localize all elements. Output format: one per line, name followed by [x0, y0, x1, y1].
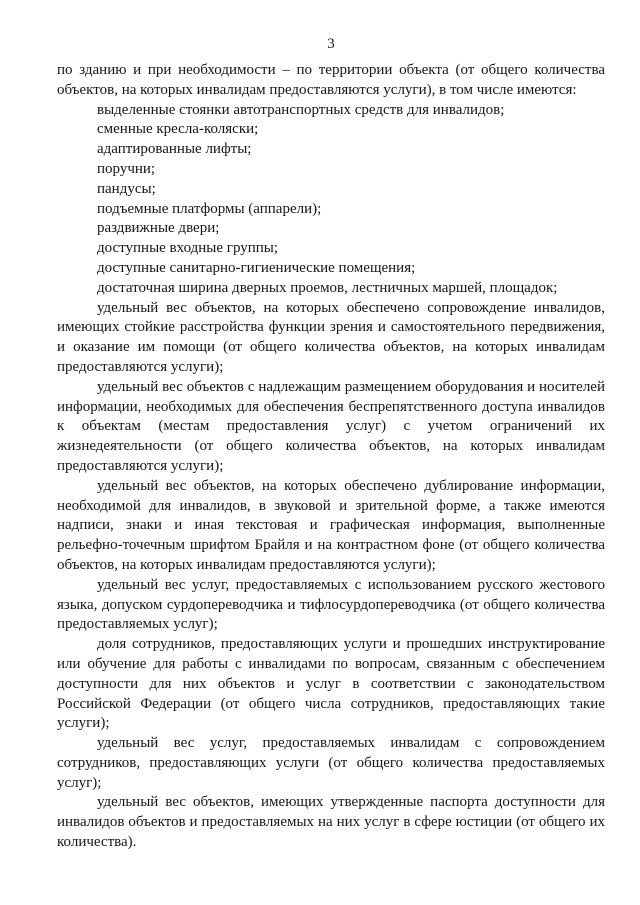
- list-item: адаптированные лифты;: [97, 141, 252, 158]
- list-item: поручни;: [97, 160, 156, 177]
- list-item: доступные санитарно-гигиенические помещения;: [97, 259, 416, 276]
- paragraph: удельный вес объектов с надлежащим размещением оборудования и носителей информации, необходимых для обеспечения беспрепятственного доступа инвалидов к объектам (местам предоставления услуг) с учетом ограничений их жизнедеятельности (от общего количества объектов, на которых инвалидам предоставляются услуги);: [57, 378, 605, 474]
- document-text-body: [57, 61, 605, 853]
- list-item: доступные входные группы;: [97, 240, 279, 257]
- paragraph: по зданию и при необходимости – по территории объекта (от общего количества объектов, на которых инвалидам предоставляются услуги), в том числе имеются:: [57, 62, 605, 98]
- list-item: пандусы;: [97, 180, 156, 197]
- list-item: подъемные платформы (аппарели);: [97, 200, 322, 217]
- list-item: раздвижные двери;: [97, 220, 220, 237]
- list-item: сменные кресла-коляски;: [97, 121, 259, 138]
- paragraph: удельный вес объектов, на которых обеспечено сопровождение инвалидов, имеющих стойкие расстройства функции зрения и самостоятельного передвижения, и оказание им помощи (от общего количества объектов, на которых инвалидам предоставляются услуги);: [57, 299, 605, 375]
- page-number: 3: [327, 36, 335, 52]
- paragraph: удельный вес объектов, имеющих утвержденные паспорта доступности для инвалидов объектов и предоставляемых на них услуг в сфере юстиции (от общего их количества).: [57, 794, 605, 851]
- list-item: выделенные стоянки автотранспортных средств для инвалидов;: [97, 101, 505, 118]
- paragraph: удельный вес услуг, предоставляемых с использованием русского жестового языка, допуском сурдопереводчика и тифлосурдопереводчика (от общего количества предоставляемых услуг);: [57, 576, 605, 633]
- list-item: достаточная ширина дверных проемов, лестничных маршей, площадок;: [97, 279, 558, 296]
- paragraph: удельный вес объектов, на которых обеспечено дублирование информации, необходимой для инвалидов, в звуковой и зрительной форме, а также имеются надписи, знаки и иная текстовая и графическая информация, выполненные рельефно-точечным шрифтом Брайля и на контрастном фоне (от общего количества объектов, на которых инвалидам предоставляются услуги);: [57, 477, 605, 573]
- paragraph: удельный вес услуг, предоставляемых инвалидам с сопровождением сотрудников, предоставляющих услуги (от общего количества предоставляемых услуг);: [57, 735, 605, 791]
- paragraph: доля сотрудников, предоставляющих услуги и прошедших инструктирование или обучение для работы с инвалидами по вопросам, связанным с обеспечением доступности для них объектов и услуг в соответствии с законодательством Российской Федерации (от общего числа сотрудников, предоставляющих такие услуги);: [57, 636, 605, 732]
